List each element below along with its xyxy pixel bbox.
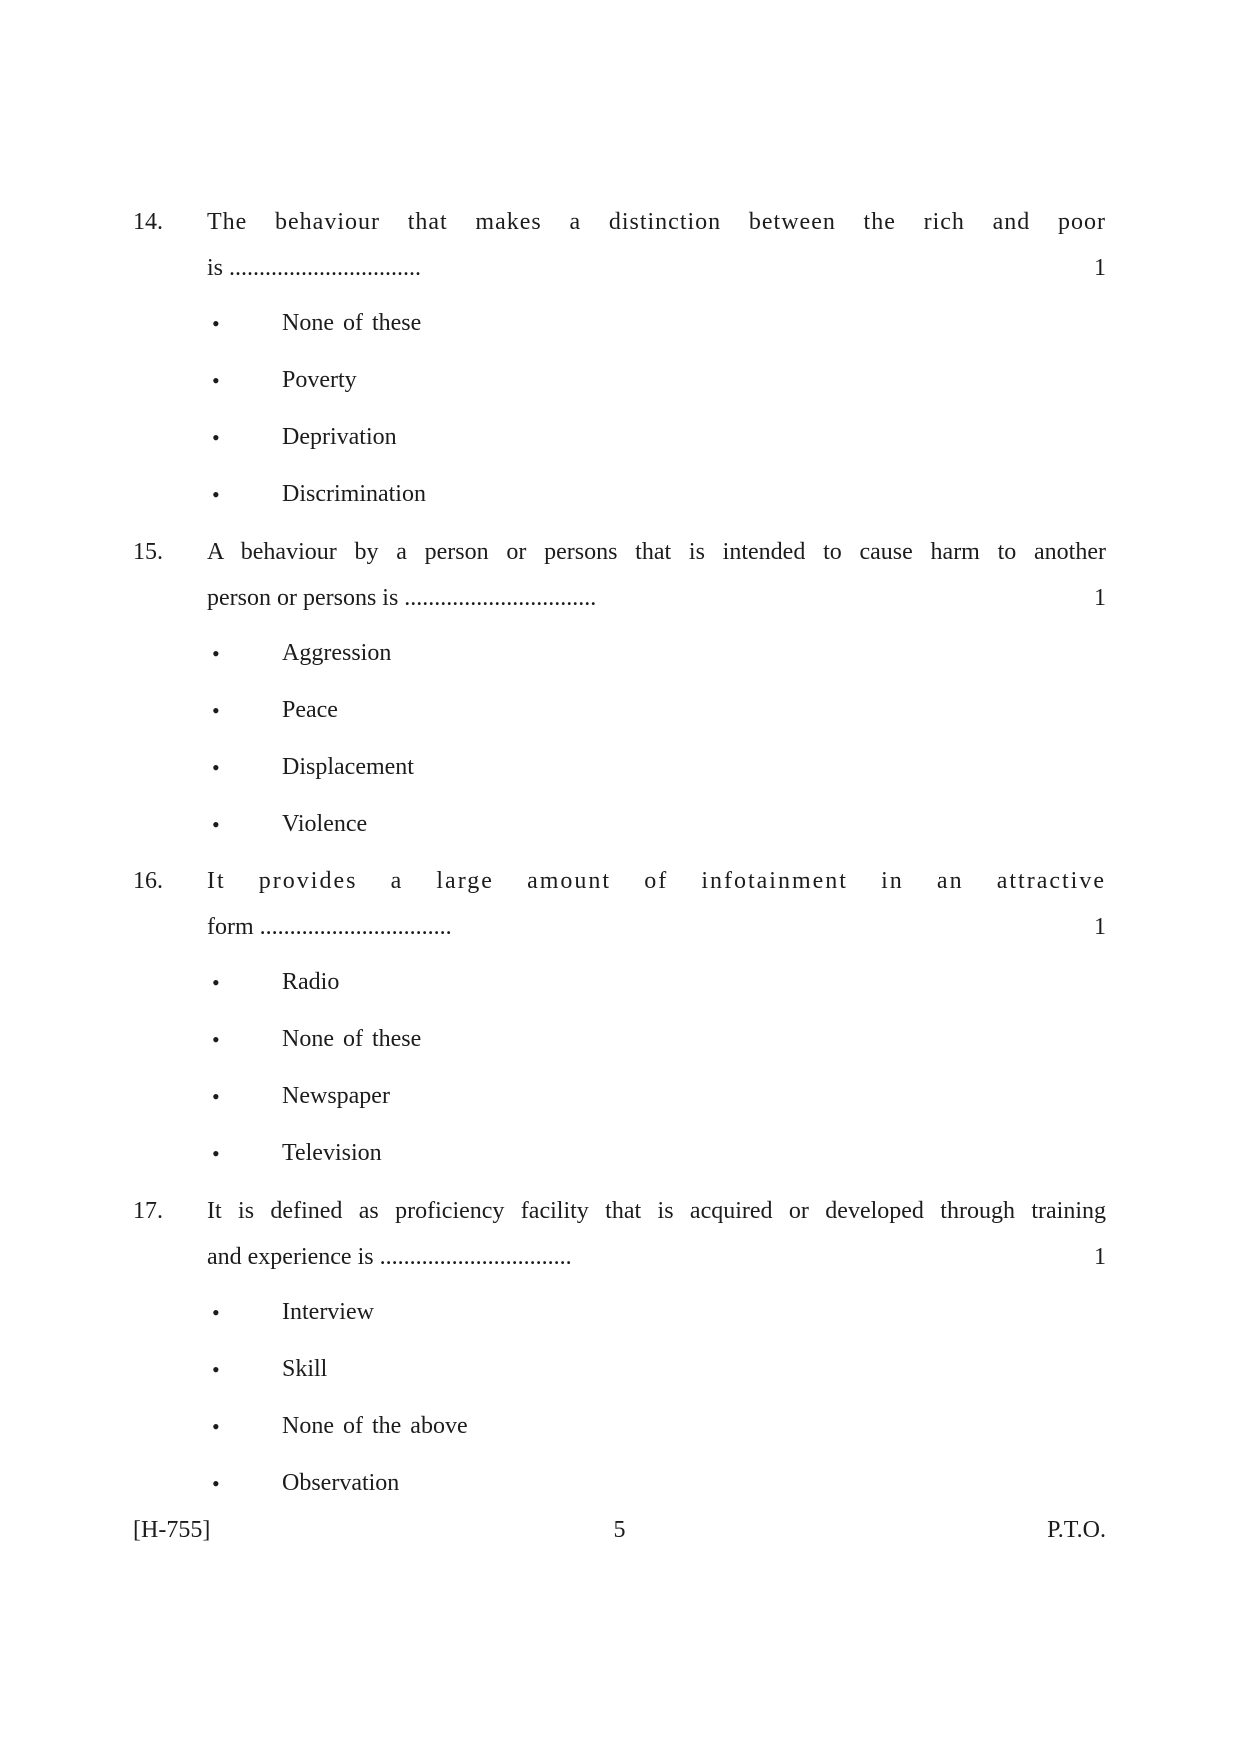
option-item <box>207 954 1106 1011</box>
question-number: 16. <box>133 868 163 894</box>
option-list <box>207 625 1106 853</box>
option-text: Discrimination <box>282 481 426 507</box>
bullet-icon: • <box>212 1027 220 1052</box>
option-text: Observation <box>282 1470 400 1496</box>
question-marks: 1 <box>1094 255 1106 281</box>
option-item <box>207 625 1106 682</box>
option-item <box>207 1341 1106 1398</box>
question-body <box>207 529 1106 853</box>
question-body <box>207 858 1106 1182</box>
question-number: 14. <box>133 209 163 235</box>
question-text-line-2 <box>207 904 1106 950</box>
option-text: Interview <box>282 1299 374 1325</box>
bullet-icon: • <box>212 1471 220 1496</box>
question-blank-text: and experience is ................................ <box>207 1244 572 1270</box>
option-item <box>207 1011 1106 1068</box>
option-item <box>207 1455 1106 1512</box>
option-text: None of these <box>282 1026 422 1052</box>
option-item <box>207 352 1106 409</box>
question-text-line-1: The behaviour that makes a distinction between the rich and poor <box>207 209 1106 235</box>
bullet-icon: • <box>212 482 220 507</box>
option-item <box>207 1398 1106 1455</box>
question-body <box>207 199 1106 523</box>
question-text-line-1: A behaviour by a person or persons that is intended to cause harm to another <box>207 539 1106 565</box>
question-blank-text: person or persons is ................................ <box>207 585 597 611</box>
question-15 <box>133 529 1106 853</box>
option-text: Skill <box>282 1356 328 1382</box>
bullet-icon: • <box>212 368 220 393</box>
bullet-icon: • <box>212 1141 220 1166</box>
option-list <box>207 954 1106 1182</box>
question-text-line-2 <box>207 1234 1106 1280</box>
question-text-line-2 <box>207 245 1106 291</box>
option-text: Peace <box>282 697 338 723</box>
option-text: Aggression <box>282 640 392 666</box>
bullet-icon: • <box>212 1357 220 1382</box>
bullet-icon: • <box>212 311 220 336</box>
option-text: Radio <box>282 969 340 995</box>
bullet-icon: • <box>212 970 220 995</box>
please-turn-over: P.T.O. <box>1047 1517 1106 1543</box>
page-footer <box>133 1507 1106 1553</box>
question-marks: 1 <box>1094 914 1106 940</box>
bullet-icon: • <box>212 698 220 723</box>
bullet-icon: • <box>212 1414 220 1439</box>
bullet-icon: • <box>212 641 220 666</box>
option-item <box>207 1068 1106 1125</box>
page-number: 5 <box>613 1517 626 1543</box>
option-item <box>207 682 1106 739</box>
question-text-line-1: It provides a large amount of infotainment in an attractive <box>207 868 1106 894</box>
option-text: None of these <box>282 310 422 336</box>
option-text: None of the above <box>282 1413 468 1439</box>
bullet-icon: • <box>212 1300 220 1325</box>
option-item <box>207 295 1106 352</box>
option-item <box>207 1125 1106 1182</box>
question-number: 15. <box>133 539 163 565</box>
question-text-line-1: It is defined as proficiency facility that is acquired or developed through training <box>207 1198 1106 1224</box>
option-list <box>207 295 1106 523</box>
question-marks: 1 <box>1094 1244 1106 1270</box>
option-item <box>207 1284 1106 1341</box>
option-list <box>207 1284 1106 1512</box>
question-marks: 1 <box>1094 585 1106 611</box>
bullet-icon: • <box>212 812 220 837</box>
option-item <box>207 466 1106 523</box>
option-text: Violence <box>282 811 368 837</box>
option-text: Poverty <box>282 367 357 393</box>
option-text: Deprivation <box>282 424 397 450</box>
question-blank-text: is ................................ <box>207 255 422 281</box>
question-17 <box>133 1188 1106 1512</box>
bullet-icon: • <box>212 425 220 450</box>
paper-code: [H-755] <box>133 1517 211 1543</box>
option-text: Newspaper <box>282 1083 390 1109</box>
option-item <box>207 796 1106 853</box>
question-number: 17. <box>133 1198 163 1224</box>
question-blank-text: form ................................ <box>207 914 452 940</box>
bullet-icon: • <box>212 755 220 780</box>
bullet-icon: • <box>212 1084 220 1109</box>
question-16 <box>133 858 1106 1182</box>
option-text: Television <box>282 1140 382 1166</box>
option-item <box>207 739 1106 796</box>
option-item <box>207 409 1106 466</box>
question-text-line-2 <box>207 575 1106 621</box>
question-14 <box>133 199 1106 523</box>
option-text: Displacement <box>282 754 414 780</box>
question-body <box>207 1188 1106 1512</box>
